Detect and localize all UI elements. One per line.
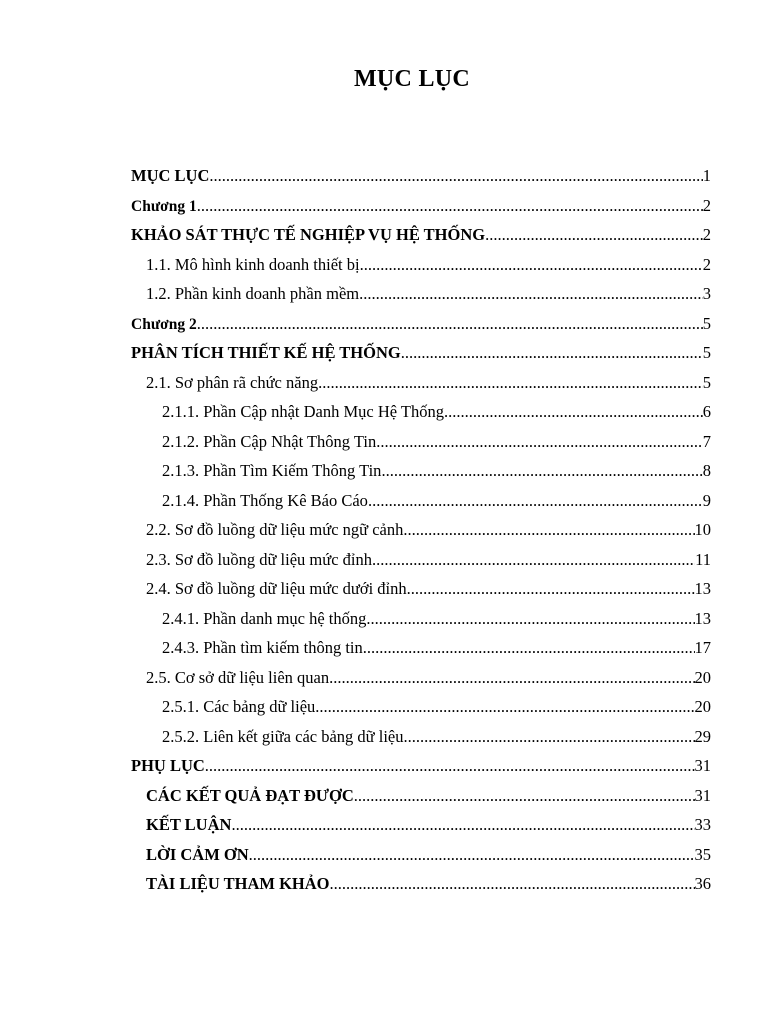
toc-page-number: 8 xyxy=(702,461,711,480)
toc-entry[interactable] xyxy=(131,781,711,811)
toc-entry-title: 2.5.1. Các bảng dữ liệu xyxy=(162,697,316,716)
toc-page-number: 20 xyxy=(694,667,711,687)
toc-entry-title: 2.2. Sơ đồ luồng dữ liệu mức ngữ cảnh xyxy=(146,520,404,539)
toc-entry-title: 2.5.2. Liên kết giữa các bảng dữ liệu xyxy=(162,726,404,746)
toc-entry[interactable] xyxy=(131,279,711,309)
toc-entry[interactable] xyxy=(131,545,711,575)
toc-page-number: 1 xyxy=(702,166,711,185)
toc-entry[interactable] xyxy=(131,309,711,339)
toc-dot-leader xyxy=(231,810,694,840)
toc-entry-title: 2.1. Sơ phân rã chức năng xyxy=(146,372,319,392)
toc-entry-title: 2.1.3. Phần Tìm Kiếm Thông Tin xyxy=(162,461,382,480)
toc-entry[interactable] xyxy=(131,692,711,722)
toc-entry-title: PHỤ LỤC xyxy=(131,756,205,775)
toc-dot-leader xyxy=(329,663,694,693)
toc-dot-leader xyxy=(330,869,695,899)
toc-dot-leader xyxy=(444,397,703,427)
toc-page-number: 11 xyxy=(695,549,711,569)
toc-page-number: 35 xyxy=(694,844,711,864)
toc-dot-leader xyxy=(376,427,703,457)
toc-page-number: 3 xyxy=(702,284,711,303)
toc-page-number: 31 xyxy=(694,756,711,775)
toc-entry-title: 2.4. Sơ đồ luồng dữ liệu mức dưới đỉnh xyxy=(146,579,407,598)
toc-dot-leader xyxy=(209,161,702,191)
toc-entry[interactable] xyxy=(131,869,711,899)
toc-dot-leader xyxy=(197,309,703,339)
toc-entry[interactable] xyxy=(131,663,711,693)
toc-page-number: 6 xyxy=(702,402,711,421)
toc-entry-title: 1.2. Phần kinh doanh phần mềm xyxy=(146,284,360,303)
toc-entry-title: 2.4.3. Phần tìm kiếm thông tin xyxy=(162,638,363,657)
toc-dot-leader xyxy=(381,456,702,486)
toc-page-number: 31 xyxy=(694,785,711,805)
toc-dot-leader xyxy=(205,751,695,781)
toc-entry[interactable] xyxy=(131,368,711,398)
toc-entry[interactable] xyxy=(131,427,711,457)
toc-entry[interactable] xyxy=(131,161,711,191)
toc-entry-title: Chương 2 xyxy=(131,315,197,333)
toc-page-number: 33 xyxy=(694,815,711,834)
table-of-contents xyxy=(131,161,711,899)
toc-dot-leader xyxy=(485,220,703,250)
toc-entry-title: KẾT LUẬN xyxy=(146,815,232,834)
toc-entry-title: 1.1. Mô hình kinh doanh thiết bị xyxy=(146,254,360,274)
toc-entry[interactable] xyxy=(131,486,711,516)
toc-entry-title: 2.4.1. Phần danh mục hệ thống xyxy=(162,608,367,628)
toc-page-number: 5 xyxy=(702,313,711,333)
toc-entry[interactable] xyxy=(131,515,711,545)
toc-entry[interactable] xyxy=(131,810,711,840)
toc-entry[interactable] xyxy=(131,220,711,250)
toc-entry-title: 2.1.4. Phần Thống Kê Báo Cáo xyxy=(162,490,368,510)
toc-entry-title: TÀI LIỆU THAM KHẢO xyxy=(146,874,330,893)
toc-page-number: 17 xyxy=(694,638,711,657)
toc-entry[interactable] xyxy=(131,751,711,781)
toc-dot-leader xyxy=(403,722,694,752)
toc-entry[interactable] xyxy=(131,191,711,221)
toc-entry[interactable] xyxy=(131,633,711,663)
toc-entry-title: Chương 1 xyxy=(131,197,197,215)
toc-dot-leader xyxy=(403,515,694,545)
toc-page-number: 10 xyxy=(694,520,711,539)
toc-dot-leader xyxy=(407,574,695,604)
toc-entry-title: 2.1.2. Phần Cập Nhật Thông Tin xyxy=(162,431,377,451)
toc-page-number: 7 xyxy=(702,431,711,451)
toc-dot-leader xyxy=(315,692,694,722)
toc-page-number: 2 xyxy=(702,195,711,215)
toc-dot-leader xyxy=(372,545,695,575)
toc-entry-title: CÁC KẾT QUẢ ĐẠT ĐƯỢC xyxy=(146,785,354,805)
toc-entry[interactable] xyxy=(131,840,711,870)
toc-page-number: 2 xyxy=(702,254,711,274)
toc-dot-leader xyxy=(401,338,703,368)
toc-page-number: 20 xyxy=(694,697,711,716)
toc-entry-title: 2.1.1. Phần Cập nhật Danh Mục Hệ Thống xyxy=(162,402,444,421)
toc-entry[interactable] xyxy=(131,397,711,427)
toc-page-number: 9 xyxy=(702,490,711,510)
toc-entry-title: KHẢO SÁT THỰC TẾ NGHIỆP VỤ HỆ THỐNG xyxy=(131,225,486,244)
toc-dot-leader xyxy=(363,633,695,663)
toc-page-number: 2 xyxy=(702,225,711,244)
toc-dot-leader xyxy=(360,250,703,280)
toc-entry-title: LỜI CẢM ƠN xyxy=(146,844,249,864)
toc-dot-leader xyxy=(368,486,703,516)
toc-dot-leader xyxy=(318,368,703,398)
toc-dot-leader xyxy=(366,604,694,634)
toc-entry-title: PHÂN TÍCH THIẾT KẾ HỆ THỐNG xyxy=(131,343,401,362)
toc-entry[interactable] xyxy=(131,456,711,486)
toc-entry-title: 2.5. Cơ sở dữ liệu liên quan xyxy=(146,667,330,687)
toc-dot-leader xyxy=(354,781,695,811)
toc-entry[interactable] xyxy=(131,338,711,368)
toc-page-number: 13 xyxy=(694,608,711,628)
toc-entry[interactable] xyxy=(131,574,711,604)
toc-entry[interactable] xyxy=(131,722,711,752)
toc-entry[interactable] xyxy=(131,604,711,634)
toc-page-number: 29 xyxy=(694,726,711,746)
toc-page-number: 13 xyxy=(694,579,711,598)
page-title: MỤC LỤC xyxy=(353,66,471,92)
toc-entry-title: 2.3. Sơ đồ luồng dữ liệu mức đỉnh xyxy=(146,549,372,569)
toc-page-number: 5 xyxy=(702,343,711,362)
toc-dot-leader xyxy=(197,191,703,221)
toc-dot-leader xyxy=(249,840,695,870)
toc-entry[interactable] xyxy=(131,250,711,280)
toc-page-number: 5 xyxy=(702,372,711,392)
toc-page-number: 36 xyxy=(694,874,711,893)
toc-dot-leader xyxy=(359,279,703,309)
toc-entry-title: MỤC LỤC xyxy=(131,166,210,185)
